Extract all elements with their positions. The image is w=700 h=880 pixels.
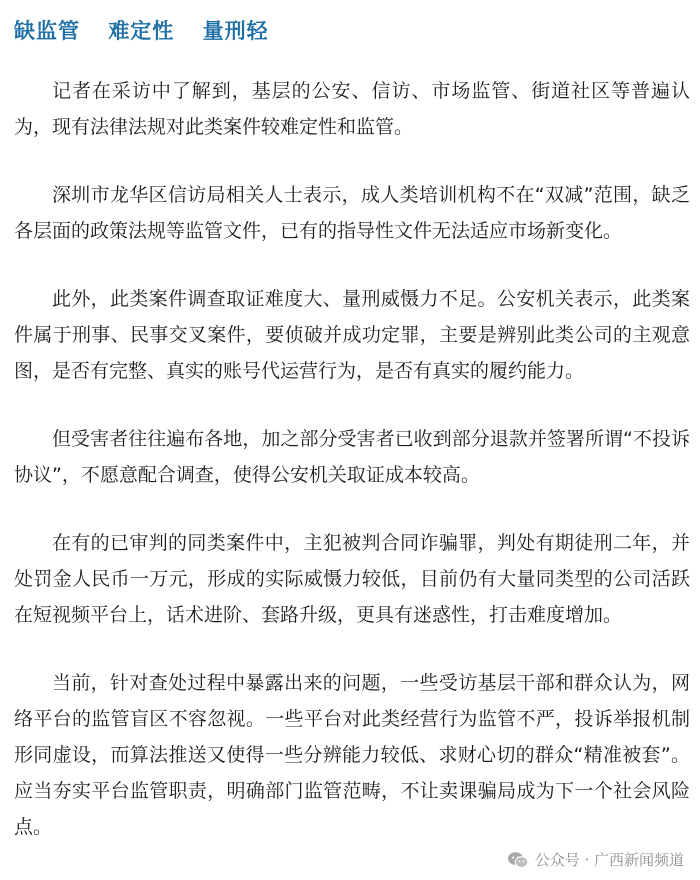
paragraph-3: 此外，此类案件调查取证难度大、量刑威慑力不足。公安机关表示，此类案件属于刑事、民事交叉案件，要侦破并成功定罪，主要是辨别此类公司的主观意图，是否有完整、真实的账号代运营行为，是否有真实的履约能力。 [14,288,690,382]
heading-part-2: 难定性 [108,19,175,43]
paragraph-5: 在有的已审判的同类案件中，主犯被判合同诈骗罪，判处有期徒刑二年，并处罚金人民币一万元，形成的实际威慑力较低，目前仍有大量同类型的公司活跃在短视频平台上，话术进阶、套路升级，更具有迷惑性，打击难度增加。 [14,532,690,626]
watermark [507,849,684,870]
paragraph-1: 记者在采访中了解到，基层的公安、信访、市场监管、街道社区等普遍认为，现有法律法规对此类案件较难定性和监管。 [14,80,690,138]
heading-part-1: 缺监管 [14,19,80,43]
section-heading [14,15,289,45]
heading-part-3: 量刑轻 [202,19,269,43]
paragraph-6: 当前，针对查处过程中暴露出来的问题，一些受访基层干部和群众认为，网络平台的监管盲区不容忽视。一些平台对此类经营行为监管不严，投诉举报机制形同虚设，而算法推送又使得一些分辨能力较低、求财心切的群众“精准被套”。应当夯实平台监管职责，明确部门监管范畴，不让卖课骗局成为下一个社会风险点。 [14,672,690,838]
paragraph-2: 深圳市龙华区信访局相关人士表示，成人类培训机构不在“双减”范围，缺乏各层面的政策法规等监管文件，已有的指导性文件无法适应市场新变化。 [14,184,690,242]
watermark-text: 公众号 · 广西新闻频道 [534,851,684,869]
paragraph-4: 但受害者往往遍布各地，加之部分受害者已收到部分退款并签署所谓“不投诉协议”，不愿意配合调查，使得公安机关取证成本较高。 [14,428,690,486]
wechat-icon [507,851,529,869]
article-body [14,73,690,877]
